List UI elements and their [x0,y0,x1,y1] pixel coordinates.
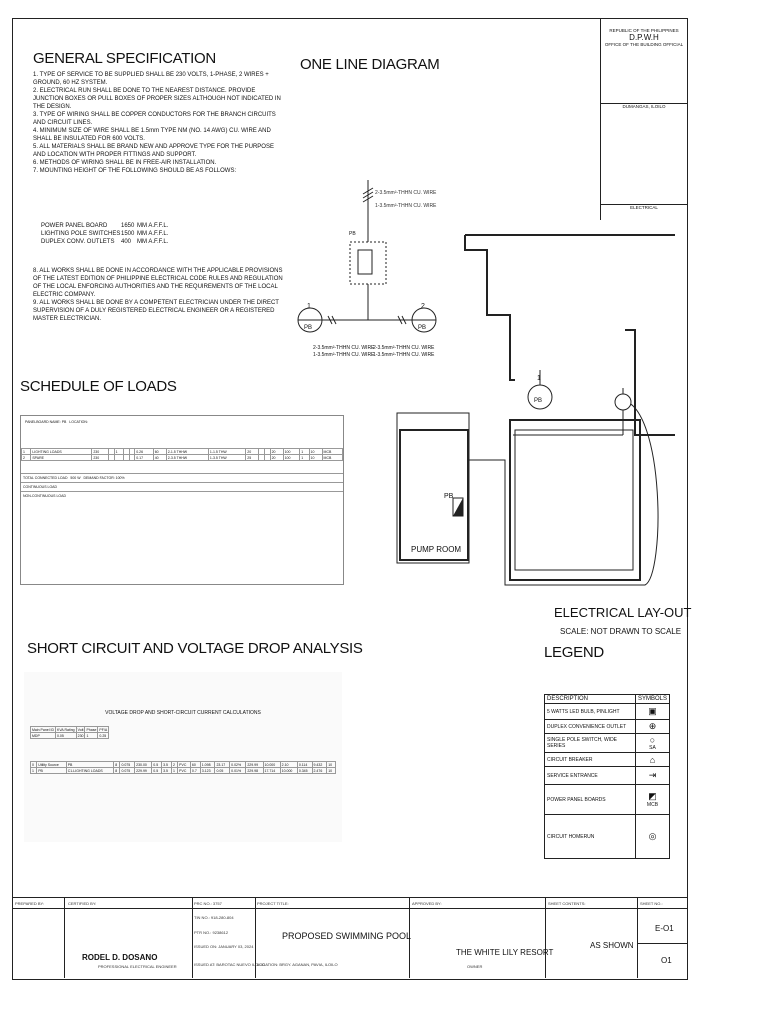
engineer-name: RODEL D. DOSANO [82,953,158,962]
legend-table [544,694,670,859]
outlet-icon: ⊕ [648,721,657,731]
schedule-continuous: CONTINUOUS LOAD [21,482,343,491]
layout-circuit-label: PB [534,398,543,404]
sheet-number: E-O1 [655,924,674,933]
height-row [41,238,261,246]
table-cell: 3.123 [200,768,215,774]
legend-symbol-cell [635,785,669,815]
table-cell: 1 [114,449,123,455]
spec-item: 1. TYPE OF SERVICE TO BE SUPPLIED SHALL BE 230 VOLTS, 1-PHASE, 2 WIRES + GROUND, 60 HZ SYSTEM. [33,72,269,86]
homerun-icon: ◎ [648,831,657,841]
legend-row [545,785,670,815]
table-row [31,768,336,774]
table-cell: 8 [114,768,120,774]
table-cell: 0.02% [230,762,246,768]
legend-description: SERVICE ENTRANCE [545,767,636,785]
table-cell: PB [37,768,67,774]
spec-item: 6. METHODS OF WIRING SHALL BE IN FREE-AIR INSTALLATION. [33,160,217,166]
general-spec-list [33,71,285,175]
table-cell: 1 [300,455,309,461]
legend-row [545,753,670,767]
feeder-wire-2: 1-3.5mm²-THHN CU. WIRE [375,203,437,209]
legend-title: LEGEND [544,644,604,661]
engineer-title: PROFESSIONAL ELECTRICAL ENGINEER [98,964,177,969]
layout-pb-label: PB [444,493,454,500]
table-cell: 1-3.5 THW [208,455,245,461]
service-entrance-icon: ⇥ [648,770,657,780]
general-spec-list-2 [33,267,285,323]
owner-label: OWNER [467,964,483,969]
table-cell: 60 [190,762,200,768]
schedule-table [20,415,344,585]
table-cell: 230 [92,455,109,461]
table-cell: 2.10 [280,762,297,768]
circuit-1-number: 1 [307,303,311,310]
table-cell: 0.345 [297,768,312,774]
certified-by: CERTIFIED BY: [68,901,97,906]
legend-row [545,767,670,785]
table-cell: 20 [270,449,283,455]
pinlight-icon: ▣ [648,706,657,716]
table-cell: Volt [77,727,84,732]
table-cell: KVA Rating [56,727,75,732]
table-cell: 2-1.5 THHW [166,449,208,455]
table-cell: 1-1.5 THW [208,449,245,455]
schedule-panel: PANELBOARD NAME: PB LOCATION: [25,420,88,424]
height-value: 1650 [121,223,135,229]
table-cell: 60 [153,449,166,455]
table-cell: 100 [283,449,300,455]
one-line-title: ONE LINE DIAGRAM [300,56,440,73]
legend-symbol-cell [635,704,669,720]
table-cell: 230.00 [135,762,152,768]
legend-header [545,695,670,704]
project-title: PROPOSED SWIMMING POOL [282,931,412,941]
sheet-index: O1 [661,956,672,965]
legend-description: CIRCUIT HOMERUN [545,815,636,859]
table-cell: 0.01% [230,768,246,774]
legend-description: POWER PANEL BOARDS [545,785,636,815]
breaker-icon: ⌂ [649,754,656,765]
legend-symbol-cell [635,720,669,734]
table-cell: 1 [85,733,98,739]
sheet-no-label: SHEET NO.: [640,901,663,906]
panel-board-icon: ◩ [648,791,657,801]
legend-row [545,704,670,720]
project-title-label: PROJECT TITLE: [257,901,289,906]
issued-on: ISSUED ON: JANUARY 03, 2024 [194,944,254,949]
table-cell: PVC [178,762,191,768]
table-cell: 0.075 [120,762,135,768]
legend-description: CIRCUIT BREAKER [545,753,636,767]
legend-symbol-cell [635,734,669,753]
table-cell: 0.5 [152,762,162,768]
circuit-2-number: 2 [421,303,425,310]
height-item: LIGHTING POLE SWITCHES [41,231,121,237]
height-unit: MM A.F.F.L. [137,231,169,237]
table-cell: 229.99 [246,762,263,768]
table-row [31,733,109,739]
table-cell: 2 [22,455,31,461]
height-item: POWER PANEL BOARD [41,223,108,229]
spec-item: 9. ALL WORKS SHALL BE DONE BY A COMPETENT ELECTRICIAN UNDER THE DIRECT SUPERVISION OF A DULY REGISTERED ELECTRICAL ENGINEER OR A REGISTERED MASTER ELECTRICIAN. [33,300,279,322]
height-unit: MM A.F.F.L. [137,223,169,229]
table-cell: 0.26 [135,449,153,455]
legend-symbol-cell [635,767,669,785]
right-wire-labels: 2-3.5mm²-THHN CU. WIRE 1-3.5mm²-THHN CU. WIRE [373,345,435,358]
table-cell: 0.05 [215,768,230,774]
title-block: PREPARED BY: CERTIFIED BY: PRC NO.: 3757 TIN NO.: 918-280-804 PTR NO.: 9238612 ISSUED ON: JANUARY 03, 2024 ISSUED AT: BAROTAC NUEVO ILOILO RODEL D. DOSANO PROFESSIONAL ELECTRICAL ENGINEER PROJECT TITLE: PROPOSED SWIMMING POOL LOCATION: BRGY. AGANAN, PAVIA, ILOILO APPROVED BY: THE WHITE LILY RESORT OWNER SHEET CONTENTS: AS SHOWN SHEET NO.: E-O1 O1 [12,897,688,978]
table-cell: 229.99 [135,768,152,774]
stamp-box: REPUBLIC OF THE PHILIPPINES D.P.W.H OFFICE OF THE BUILDING OFFICIAL DUMANGAS, ILOILO ELECTRICAL [600,18,687,220]
table-cell: 10 [327,768,336,774]
table-cell: 17.714 [263,768,280,774]
table-cell: 8 [114,762,120,768]
table-cell: 0.17 [135,455,153,461]
table-cell: 3.5 [162,768,172,774]
table-cell: PF/A [99,727,108,732]
table-cell: 1 [31,768,37,774]
switch-icon: ○ [649,735,656,745]
project-location: LOCATION: BRGY. AGANAN, PAVIA, ILOILO [257,962,338,967]
height-value: 400 [121,239,132,245]
general-spec-title: GENERAL SPECIFICATION [33,50,216,67]
table-cell: 0.5 [152,768,162,774]
table-cell: Main Panel ID [32,727,54,732]
table-cell: PB [66,762,114,768]
height-unit: MM A.F.F.L. [137,239,169,245]
approved-by: APPROVED BY: [412,901,442,906]
legend-symbol-text: SA [649,745,656,751]
circuit-2-label: PB [418,325,427,331]
table-cell: 40 [153,455,166,461]
legend-row [545,720,670,734]
table-cell: 1 [300,449,309,455]
short-circuit-title: SHORT CIRCUIT AND VOLTAGE DROP ANALYSIS [27,640,363,657]
sheet-contents-label: SHEET CONTENTS: [548,901,586,906]
table-cell: SPARE [31,455,92,461]
height-item: DUPLEX CONV. OUTLETS [41,239,115,245]
table-cell: LIGHTING LOADS [31,449,92,455]
prepared-by: PREPARED BY: [15,901,45,906]
table-cell: 9.432 [312,762,327,768]
legend-row [545,734,670,753]
table-cell: MCB [322,449,342,455]
legend-description: SINGLE POLE SWITCH, WIDE SERIES [545,734,636,753]
legend-symbol-cell [635,815,669,859]
table-cell: 0.7 [190,768,200,774]
table-cell: 10 [309,455,322,461]
table-cell: 20 [246,449,259,455]
schedule-total: TOTAL CONNECTED LOAD 500 W DEMAND FACTOR: 100% [21,473,343,482]
spec-item: 2. ELECTRICAL RUN SHALL BE DONE TO THE NEAREST DISTANCE. PROVIDE JUNCTION BOXES OR PULL BOXES OF PROPER SIZES ALTHOUGH NOT INDICATED IN THE DESIGN. [33,88,281,110]
table-cell: MDP [31,733,56,739]
legend-symbol-text: MCB [646,802,659,808]
legend-description: 5 WATTS LED BULB, PINLIGHT [545,704,636,720]
table-cell: 0.05 [55,733,76,739]
spec-item: 4. MINIMUM SIZE OF WIRE SHALL BE 1.5mm TYPE NM (NO. 14 AWG) CU. WIRE AND SHALL BE INSULATED FOR 600 VOLTS. [33,128,271,142]
table-cell: C1-LIGHTING LOADS [66,768,114,774]
table-cell: 0.25 [98,733,109,739]
feeder-wire-1: 2-3.5mm²-THHN CU. WIRE [375,190,437,196]
table-cell: 230 [77,733,84,738]
table-cell: MCB [322,455,342,461]
table-row [22,455,343,461]
legend-description: DUPLEX CONVENIENCE OUTLET [545,720,636,734]
legend-symbol-cell [635,753,669,767]
table-cell: 3.5 [162,762,172,768]
height-row [41,230,261,238]
table-cell [114,455,123,461]
owner-name: THE WHITE LILY RESORT [456,948,554,957]
spec-item: 3. TYPE OF WIRING SHALL BE COPPER CONDUCTORS FOR THE BRANCH CIRCUITS AND CIRCUIT LINES. [33,112,276,126]
sheet-contents: AS SHOWN [590,941,634,950]
table-cell: 2 [171,762,177,768]
table-cell: 100 [283,455,300,461]
spec-item: 5. ALL MATERIALS SHALL BE BRAND NEW AND APPROVE TYPE FOR THE PURPOSE AND LOCATION WITH PROPER FITTINGS AND SUPPORT. [33,144,274,158]
schedule-noncontinuous: NON-CONTINUOUS LOAD [21,491,343,500]
left-wire-labels: 2-3.5mm²-THHN CU. WIRE 1-3.5mm²-THHN CU. WIRE [313,345,375,358]
table-cell: 0.075 [120,768,135,774]
table-cell: 10.000 [263,762,280,768]
height-value: 1500 [121,231,135,237]
table-cell: 10.000 [280,768,297,774]
table-cell: 10 [309,449,322,455]
table-cell: 0 [31,762,37,768]
table-cell: 2.476 [312,768,327,774]
table-cell: 1 [171,768,177,774]
table-cell: 1.098 [200,762,215,768]
layout-circuit-number: 1 [537,375,541,382]
schedule-title: SCHEDULE OF LOADS [20,378,177,395]
table-cell: 10 [327,762,336,768]
table-cell: 230 [92,449,109,455]
table-cell: 1 [22,449,31,455]
mounting-heights [41,222,261,246]
table-cell: 2-3.5 THHW [166,455,208,461]
sc-table-title: VOLTAGE DROP AND SHORT-CIRCUIT CURRENT CALCULATIONS [105,710,261,716]
table-cell: 23.17 [215,762,230,768]
table-cell: 0.114 [297,762,312,768]
issued-at: ISSUED AT: BAROTAC NUEVO ILOILO [194,962,265,967]
legend-col-description: DESCRIPTION [545,695,636,704]
layout-title: ELECTRICAL LAY-OUT [554,605,692,620]
spec-item: 7. MOUNTING HEIGHT OF THE FOLLOWING SHOULD BE AS FOLLOWS: [33,168,237,174]
circuit-1-label: PB [304,325,313,331]
layout-scale: SCALE: NOT DRAWN TO SCALE [560,627,682,636]
short-circuit-table [24,672,342,842]
height-row [41,222,261,230]
legend-row [545,815,670,859]
table-cell: PVC [178,768,191,774]
table-cell: 25 [246,455,259,461]
spec-item: 8. ALL WORKS SHALL BE DONE IN ACCORDANCE WITH THE APPLICABLE PROVISIONS OF THE LATEST EDITION OF PHILIPPINE ELECTRICAL CODE RULES AND REGULATION OF THE LOCAL ENFORCING AUTHORITIES AND THE REQUIREMENTS OF THE LOCAL ELECTRIC COMPANY. [33,268,283,298]
legend-col-symbols: SYMBOLS [635,695,669,704]
pb-label: PB [349,231,356,237]
pump-room-label: PUMP ROOM [411,545,462,554]
table-cell: Phase [86,727,97,732]
table-cell: 20 [270,455,283,461]
table-cell: 229.98 [246,768,263,774]
table-cell: Utility Source [37,762,67,768]
